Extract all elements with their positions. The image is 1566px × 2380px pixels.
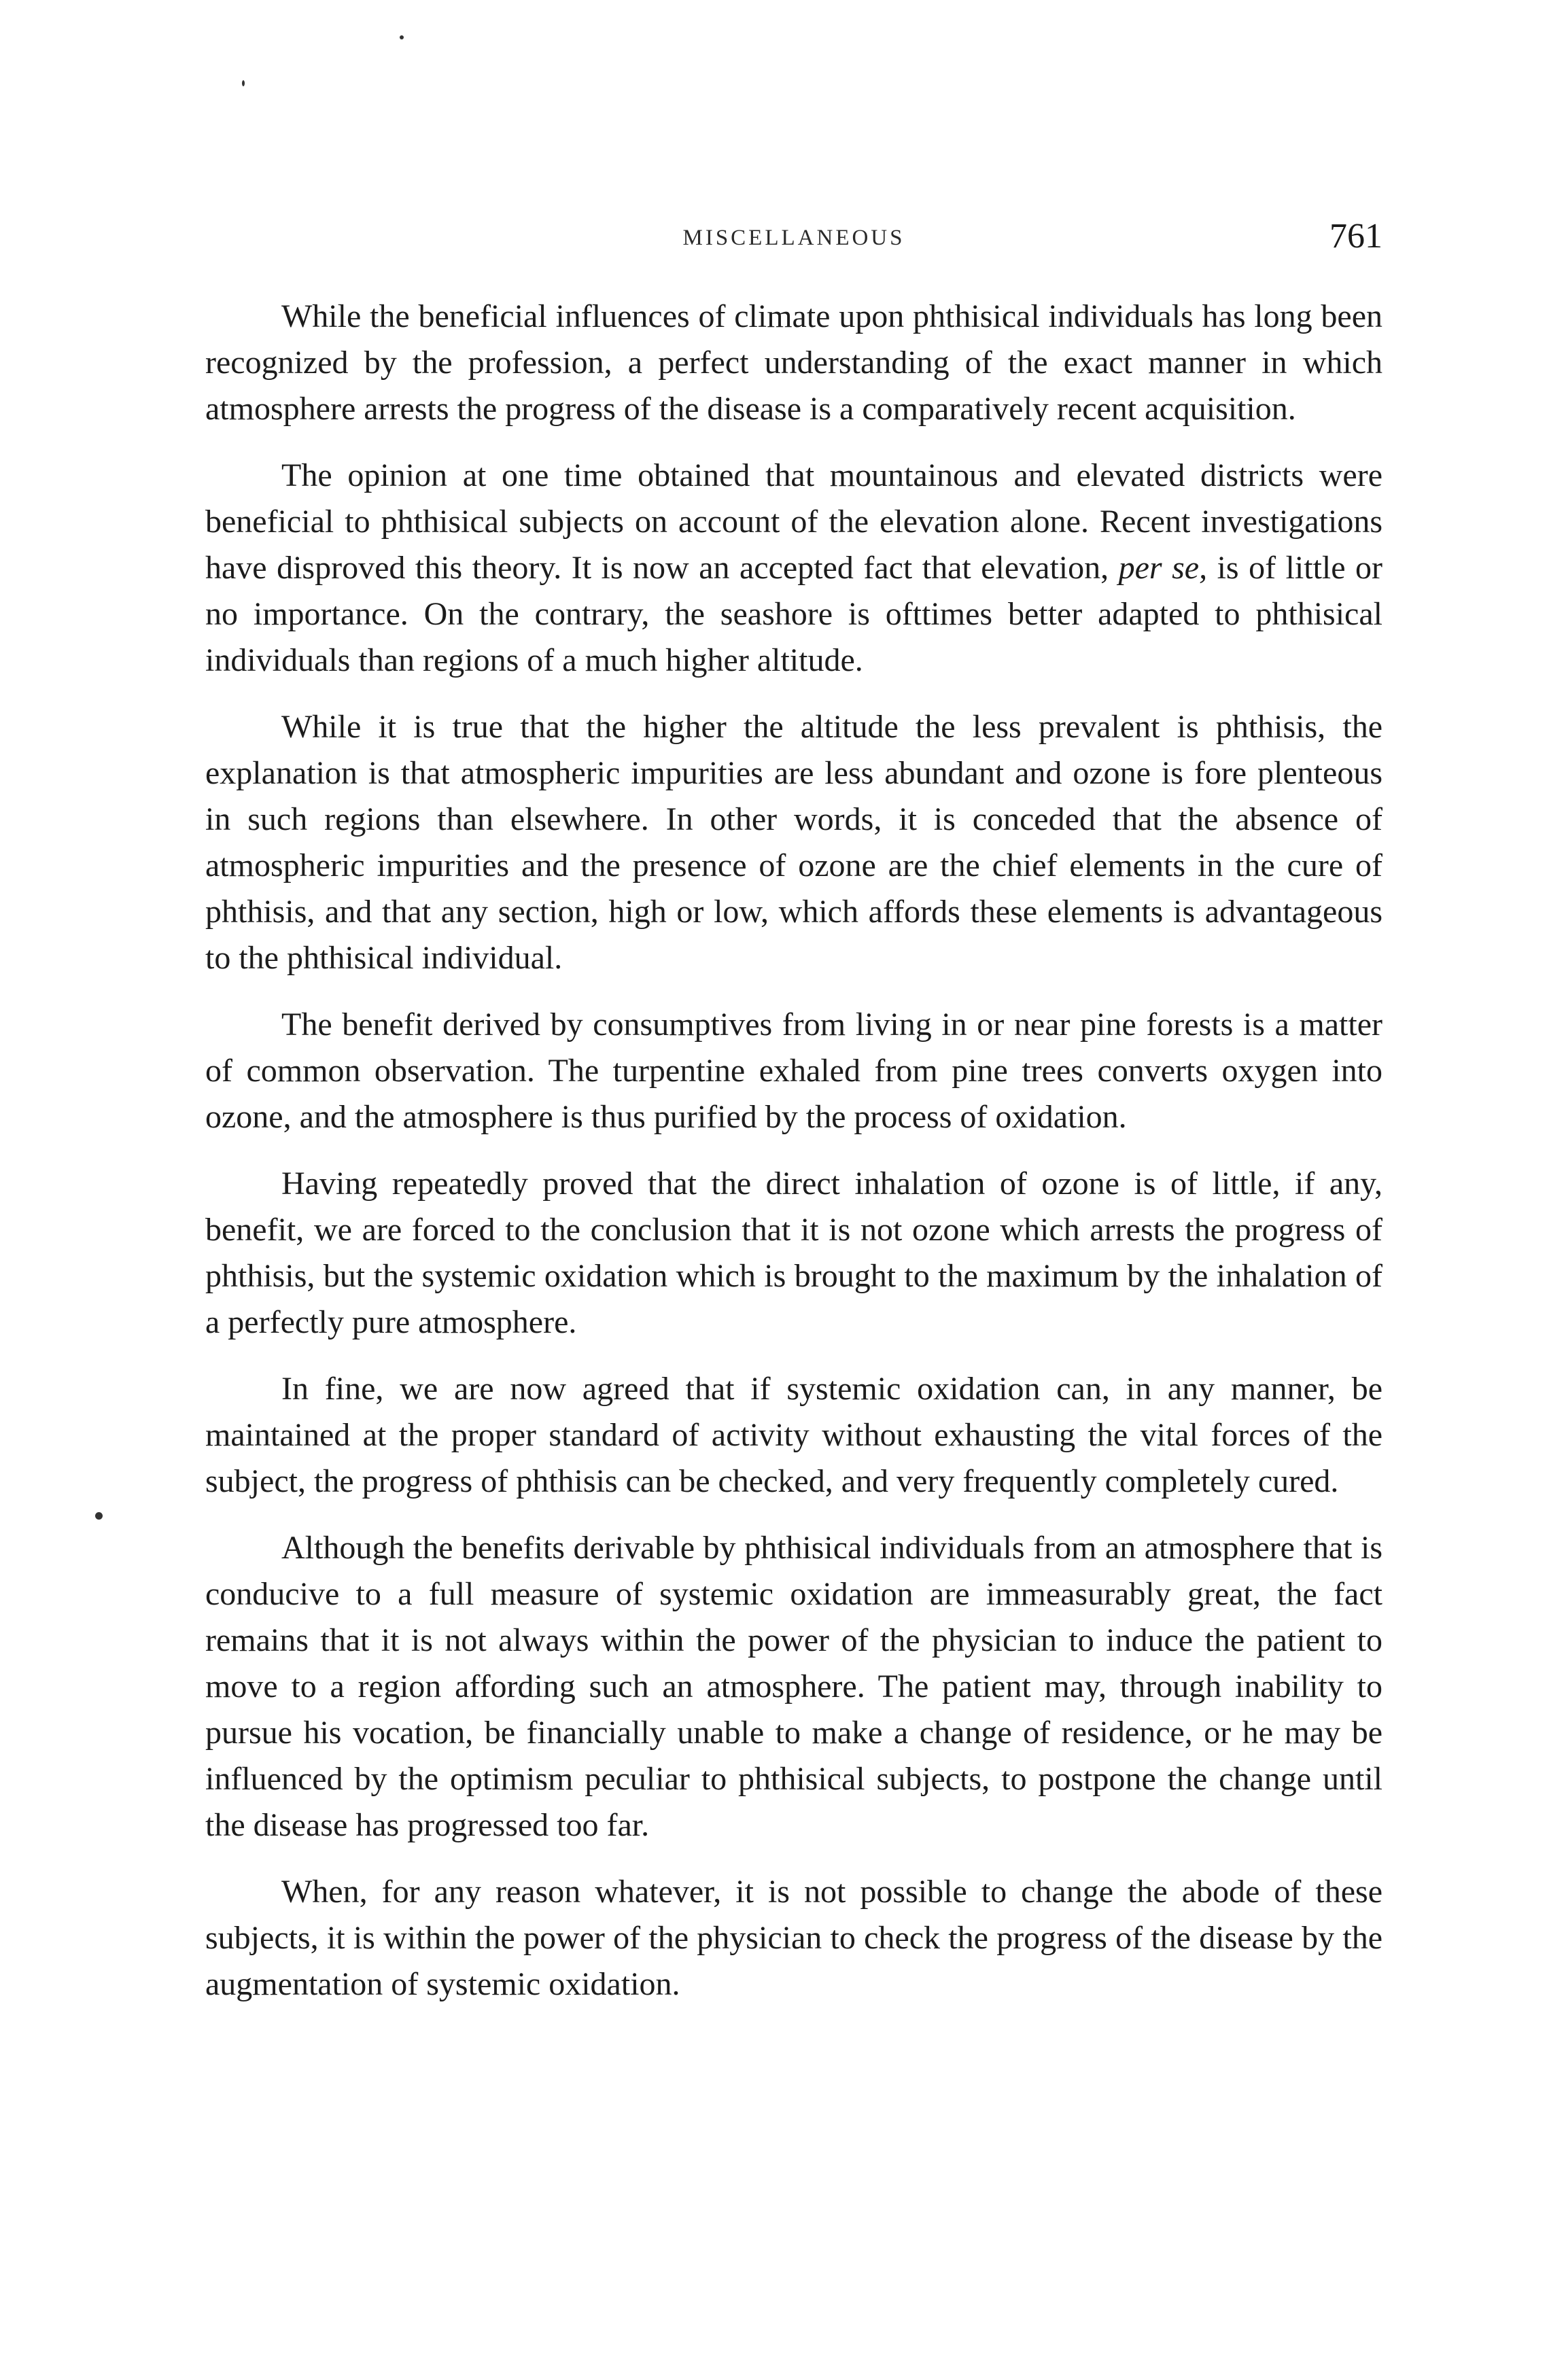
paragraph-text: The opinion at one time obtained that mountainous and elevated districts were beneficial to phthisical subjects on account of the elevation alone. Recent investigations have disproved this theory. It is now an accepted fact that elevation,: [205, 457, 1382, 586]
paragraph: The benefit derived by consumptives from living in or near pine forests is a matter of common observation. The turpentine exhaled from pine trees converts oxygen into ozone, and the atmosphere is thus purified by the process of oxidation.: [205, 1007, 1382, 1135]
paragraph-text: is of little or no importance. On the contrary, the seashore is ofttimes better adapted to phthisical individuals than regions of a much higher altitude.: [205, 550, 1383, 678]
paragraph: When, for any reason whatever, it is not possible to change the abode of these subjects, it is within the power of the physician to check the progress of the disease by the augmentation of systemic oxidation.: [205, 1874, 1382, 2002]
italic-phrase: per se,: [1118, 550, 1208, 586]
paragraph: Although the benefits derivable by phthisical individuals from an atmosphere that is conducive to a full measure of systemic oxidation are immeasurably great, the fact remains that it is not always within the power of the physician to induce the patient to move to a region affording such an atmosphere. The patient may, through inability to pursue his vocation, be financially unable to make a change of residence, or he may be influenced by the optimism peculiar to phthisical subjects, to postpone the change until the disease has progressed too far.: [205, 1530, 1382, 1843]
body-text: [205, 294, 1382, 2028]
scan-speck: [400, 35, 404, 39]
page-header: [205, 216, 1382, 270]
paragraph: Having repeatedly proved that the direct inhalation of ozone is of little, if any, benefit, we are forced to the conclusion that it is not ozone which arrests the progress of phthisis, but the systemic oxidation which is brought to the maximum by the inhalation of a perfectly pure atmosphere.: [205, 1166, 1382, 1340]
paragraph: While it is true that the higher the altitude the less prevalent is phthisis, the explanation is that atmospheric impurities are less abundant and ozone is fore plenteous in such regions than elsewhere. In other words, it is conceded that the absence of atmospheric impurities and the presence of ozone are the chief elements in the cure of phthisis, and that any section, high or low, which affords these elements is advantageous to the phthisical individual.: [205, 709, 1382, 976]
paragraph: While the beneficial influences of climate upon phthisical individuals has long been recognized by the profession, a perfect understanding of the exact manner in which atmosphere arrests the progress of the disease is a comparatively recent acquisition.: [205, 298, 1382, 427]
paragraph: In fine, we are now agreed that if systemic oxidation can, in any manner, be maintained at the proper standard of activity without exhausting the vital forces of the subject, the progress of phthisis can be checked, and very frequently completely cured.: [205, 1371, 1382, 1499]
paragraph: [205, 453, 1382, 684]
page-number: 761: [1329, 217, 1382, 256]
scan-speck: [95, 1512, 103, 1520]
scan-speck: [242, 80, 245, 86]
running-title: MISCELLANEOUS: [682, 226, 905, 250]
